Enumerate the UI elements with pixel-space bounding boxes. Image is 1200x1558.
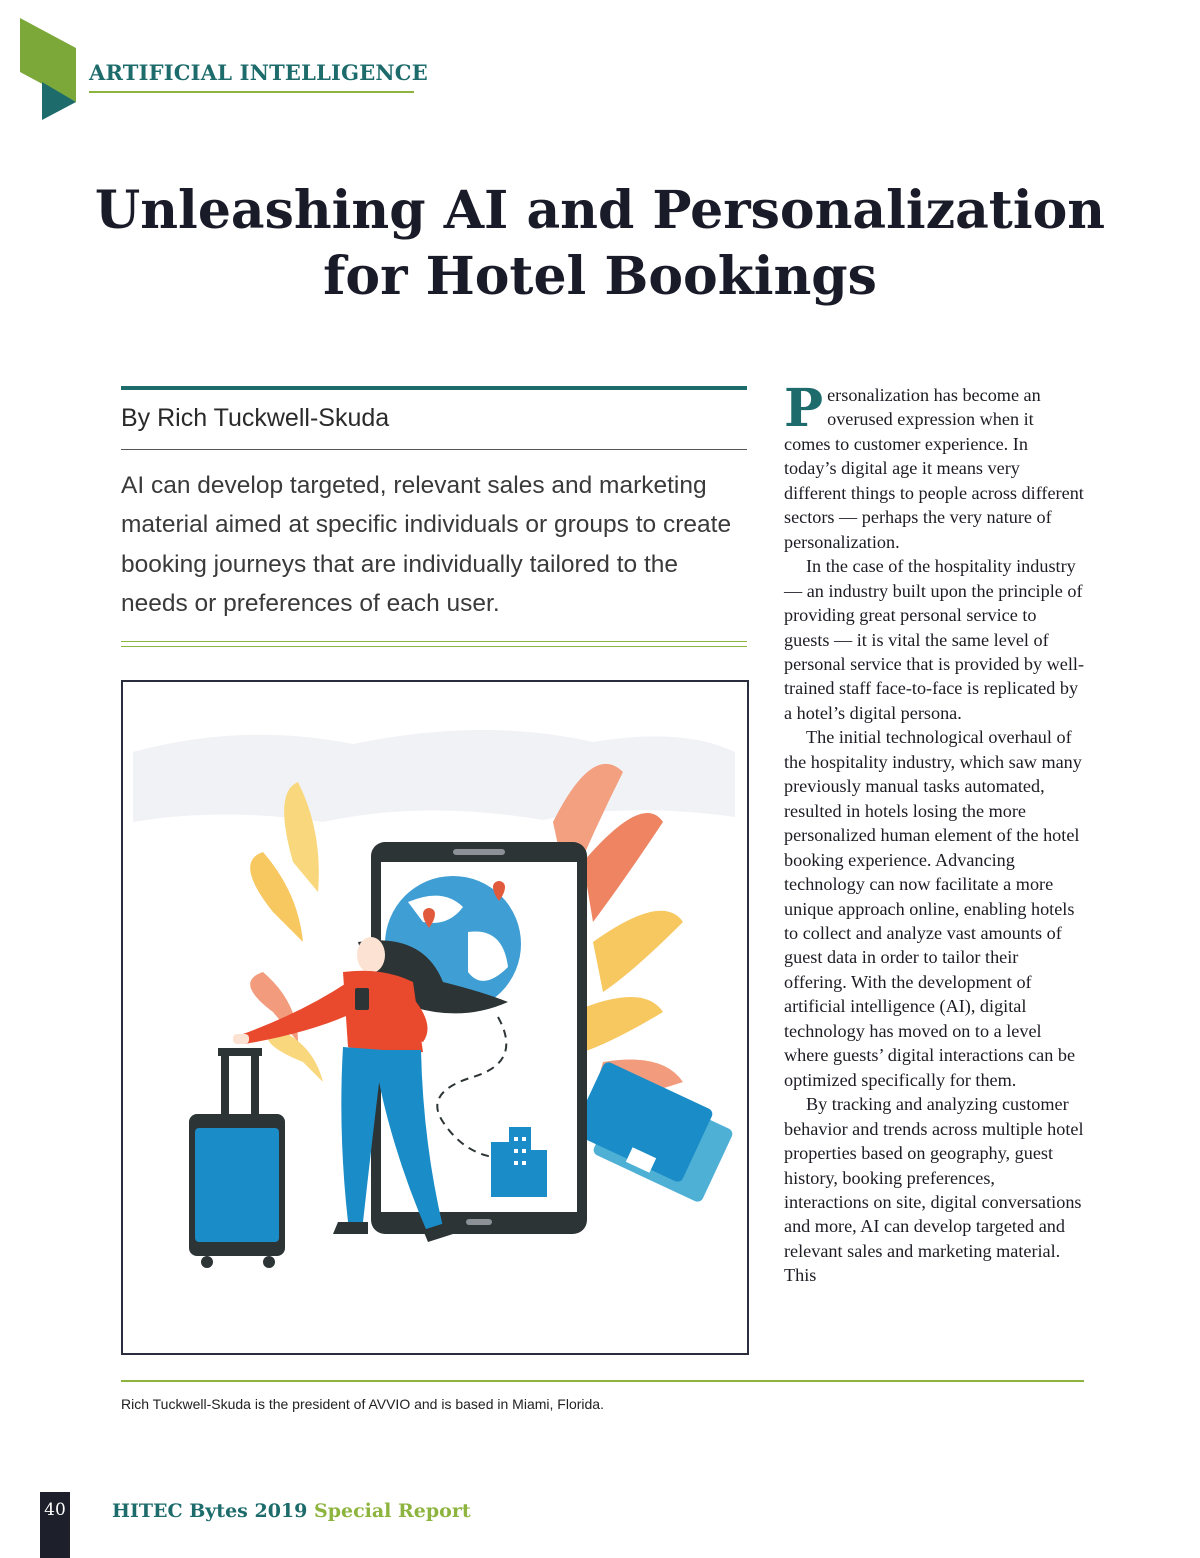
section-marker-icon: [20, 18, 78, 122]
drop-cap: P: [784, 378, 824, 439]
divider: [121, 386, 747, 390]
byline: By Rich Tuckwell-Skuda: [121, 404, 390, 432]
publication-subtitle: Special Report: [313, 1500, 471, 1522]
section-underline: [89, 91, 414, 93]
divider: [121, 1380, 1084, 1382]
divider: [121, 641, 747, 642]
body-paragraph-4: By tracking and analyzing customer behavior and trends across multiple hotel properties based on geography, guest history, booking preferences, interactions on site, digital conversations and more, AI can develop targeted and relevant sales and marketing material. This: [784, 1094, 1084, 1286]
article-illustration: [121, 680, 749, 1355]
illustration-graphic: [123, 682, 747, 1353]
paragraph-text: ersonalization has become an overused expression when it comes to customer experience. In today’s digital age it means very different things to people across different sectors — perhaps the very nature of personalization.: [784, 385, 1084, 552]
publication-name: [112, 1500, 471, 1522]
title-line-2: for Hotel Bookings: [323, 246, 877, 307]
divider: [121, 449, 747, 450]
article-body: [784, 378, 1085, 1288]
divider: [121, 646, 747, 647]
body-paragraph-1: [784, 378, 1084, 554]
suitcase-icon: [189, 1048, 285, 1268]
body-paragraph-3: The initial technological overhaul of the hospitality industry, which saw many previously manual tasks automated, resulted in hotels losing the more personalized human element of the hotel booking experience. Advancing technology can now facilitate a more unique approach online, enabling hotels to collect and analyze vast amounts of guest data in order to tailor their offering. With the development of artificial intelligence (AI), digital technology has moved on to a level where guests’ digital interactions can be optimized specifically for them.: [784, 727, 1082, 1090]
body-paragraph-2: In the case of the hospitality industry — an industry built upon the principle of providing great personal service to guests — it is vital the same level of personal service that is provided by well-trained staff face-to-face is replicated by a hotel’s digital persona.: [784, 556, 1085, 723]
publication-title: HITEC Bytes 2019: [112, 1500, 308, 1522]
page-number: 40: [44, 1500, 66, 1520]
article-title: [60, 178, 1140, 310]
title-line-1: Unleashing AI and Personalization: [94, 180, 1106, 241]
section-label: ARTIFICIAL INTELLIGENCE: [89, 60, 428, 85]
article-dek: AI can develop targeted, relevant sales and marketing material aimed at specific individuals or groups to create booking journeys that are individually tailored to the needs or preferences of each user.: [121, 472, 732, 617]
author-note: Rich Tuckwell-Skuda is the president of AVVIO and is based in Miami, Florida.: [121, 1396, 604, 1412]
